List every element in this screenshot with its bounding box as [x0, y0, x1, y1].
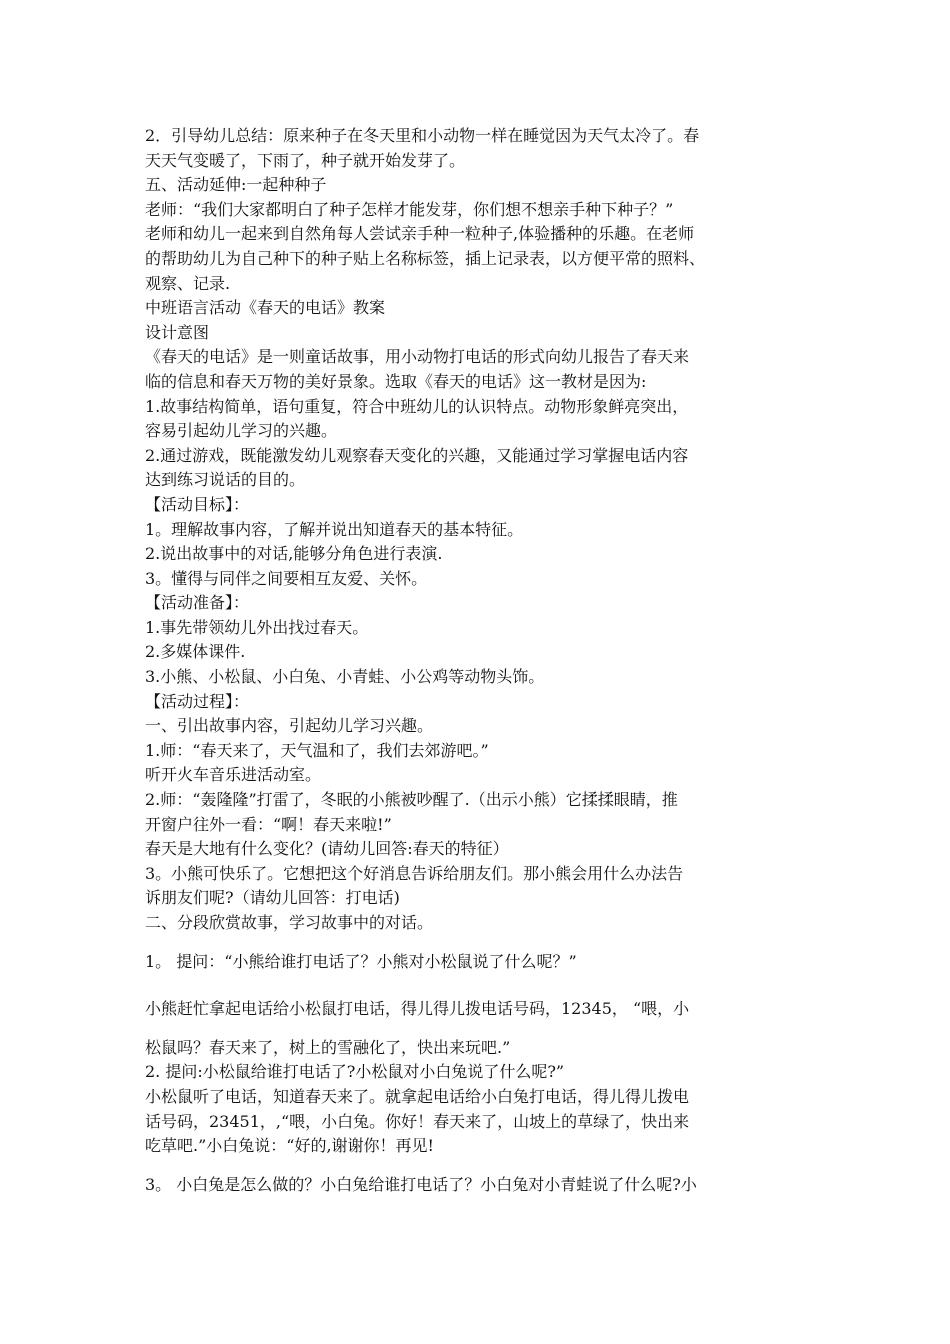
- text-line: 1。理解故事内容，了解并说出知道春天的基本特征。: [145, 519, 524, 539]
- text-line: 3.小熊、小松鼠、小白兔、小青蛙、小公鸡等动物头饰。: [145, 667, 545, 687]
- text-line: 2.师：“轰隆隆”打雷了，冬眠的小熊被吵醒了.（出示小熊）它揉揉眼睛，推: [145, 790, 678, 810]
- text-line: 春天是大地有什么变化？(请幼儿回答:春天的特征）: [145, 839, 509, 859]
- text-line: 开窗户往外一看：“啊！春天来啦!”: [145, 814, 392, 834]
- text-line: 临的信息和春天万物的美好景象。选取《春天的电话》这一教材是因为:: [145, 371, 647, 391]
- text-line: 2.说出故事中的对话,能够分角色进行表演.: [145, 544, 443, 564]
- text-line: 听开火车音乐进活动室。: [145, 765, 322, 785]
- text-line: 诉朋友们呢?（请幼儿回答：打电话): [145, 888, 400, 908]
- text-line: 1.事先带领幼儿外出找过春天。: [145, 617, 369, 637]
- text-line: 小熊赶忙拿起电话给小松鼠打电话，得儿得儿拨电话号码，12345， “喂，小: [145, 999, 690, 1019]
- document-body: [145, 124, 815, 1197]
- text-line: 话号码，23451，,“喂，小白兔。你好！春天来了，山坡上的草绿了，快出来: [145, 1111, 690, 1131]
- text-line: 2. 提问:小松鼠给谁打电话了?小松鼠对小白兔说了什么呢?”: [145, 1062, 565, 1082]
- text-line: 一、引出故事内容，引起幼儿学习兴趣。: [145, 716, 434, 736]
- text-line: 1.故事结构简单，语句重复，符合中班幼儿的认识特点。动物形象鲜亮突出，: [145, 396, 689, 416]
- text-line: 小松鼠听了电话，知道春天来了。就拿起电话给小白兔打电话，得儿得儿拨电: [145, 1086, 690, 1106]
- text-line: 二、分段欣赏故事，学习故事中的对话。: [145, 913, 434, 932]
- text-line: 松鼠吗？春天来了，树上的雪融化了，快出来玩吧.”: [145, 1037, 511, 1057]
- text-line: 老师：“我们大家都明白了种子怎样才能发芽，你们想不想亲手种下种子？”: [145, 199, 674, 219]
- text-line: 吃草吧.”小白兔说：“好的,谢谢你！再见!: [145, 1136, 434, 1156]
- text-line: 观察、记录.: [145, 273, 231, 293]
- text-line: 的帮助幼儿为自己种下的种子贴上名称标签，插上记录表，以方便平常的照料、: [145, 248, 706, 268]
- text-line: 老师和幼儿一起来到自然角每人尝试亲手种一粒种子,体验播种的乐趣。在老师: [145, 224, 695, 244]
- text-line: 五、活动延伸:一起种种子: [145, 175, 327, 195]
- text-line: 1。 提问：“小熊给谁打电话了？小熊对小松鼠说了什么呢？”: [145, 951, 577, 971]
- text-line: 天天气变暖了，下雨了，种子就开始发芽了。: [145, 150, 466, 170]
- section-title: 中班语言活动《春天的电话》教案: [145, 298, 386, 318]
- section-heading: 设计意图: [145, 322, 210, 342]
- section-heading: 【活动目标】：: [145, 494, 250, 514]
- text-line: 2.多媒体课件.: [145, 642, 246, 662]
- text-line: 2．引导幼儿总结：原来种子在冬天里和小动物一样在睡觉因为天气太冷了。春: [145, 126, 700, 145]
- text-line: 2.通过游戏，既能激发幼儿观察春天变化的兴趣，又能通过学习掌握电话内容: [145, 445, 689, 465]
- text-line: 3。 小白兔是怎么做的？小白兔给谁打电话了？小白兔对小青蛙说了什么呢?小: [145, 1174, 697, 1194]
- text-line: 达到练习说话的目的。: [145, 470, 306, 490]
- text-line: 1.师：“春天来了，天气温和了，我们去郊游吧。”: [145, 740, 489, 760]
- text-line: 《春天的电话》是一则童话故事，用小动物打电话的形式向幼儿报告了春天来: [145, 347, 690, 367]
- text-line: 3。懂得与同伴之间要相互友爱、关怀。: [145, 568, 428, 588]
- text-line: 3。小熊可快乐了。它想把这个好消息告诉给朋友们。那小熊会用什么办法告: [145, 863, 684, 883]
- section-heading: 【活动准备】：: [145, 593, 250, 613]
- section-heading: 【活动过程】：: [145, 691, 250, 711]
- text-line: 容易引起幼儿学习的兴趣。: [145, 421, 338, 441]
